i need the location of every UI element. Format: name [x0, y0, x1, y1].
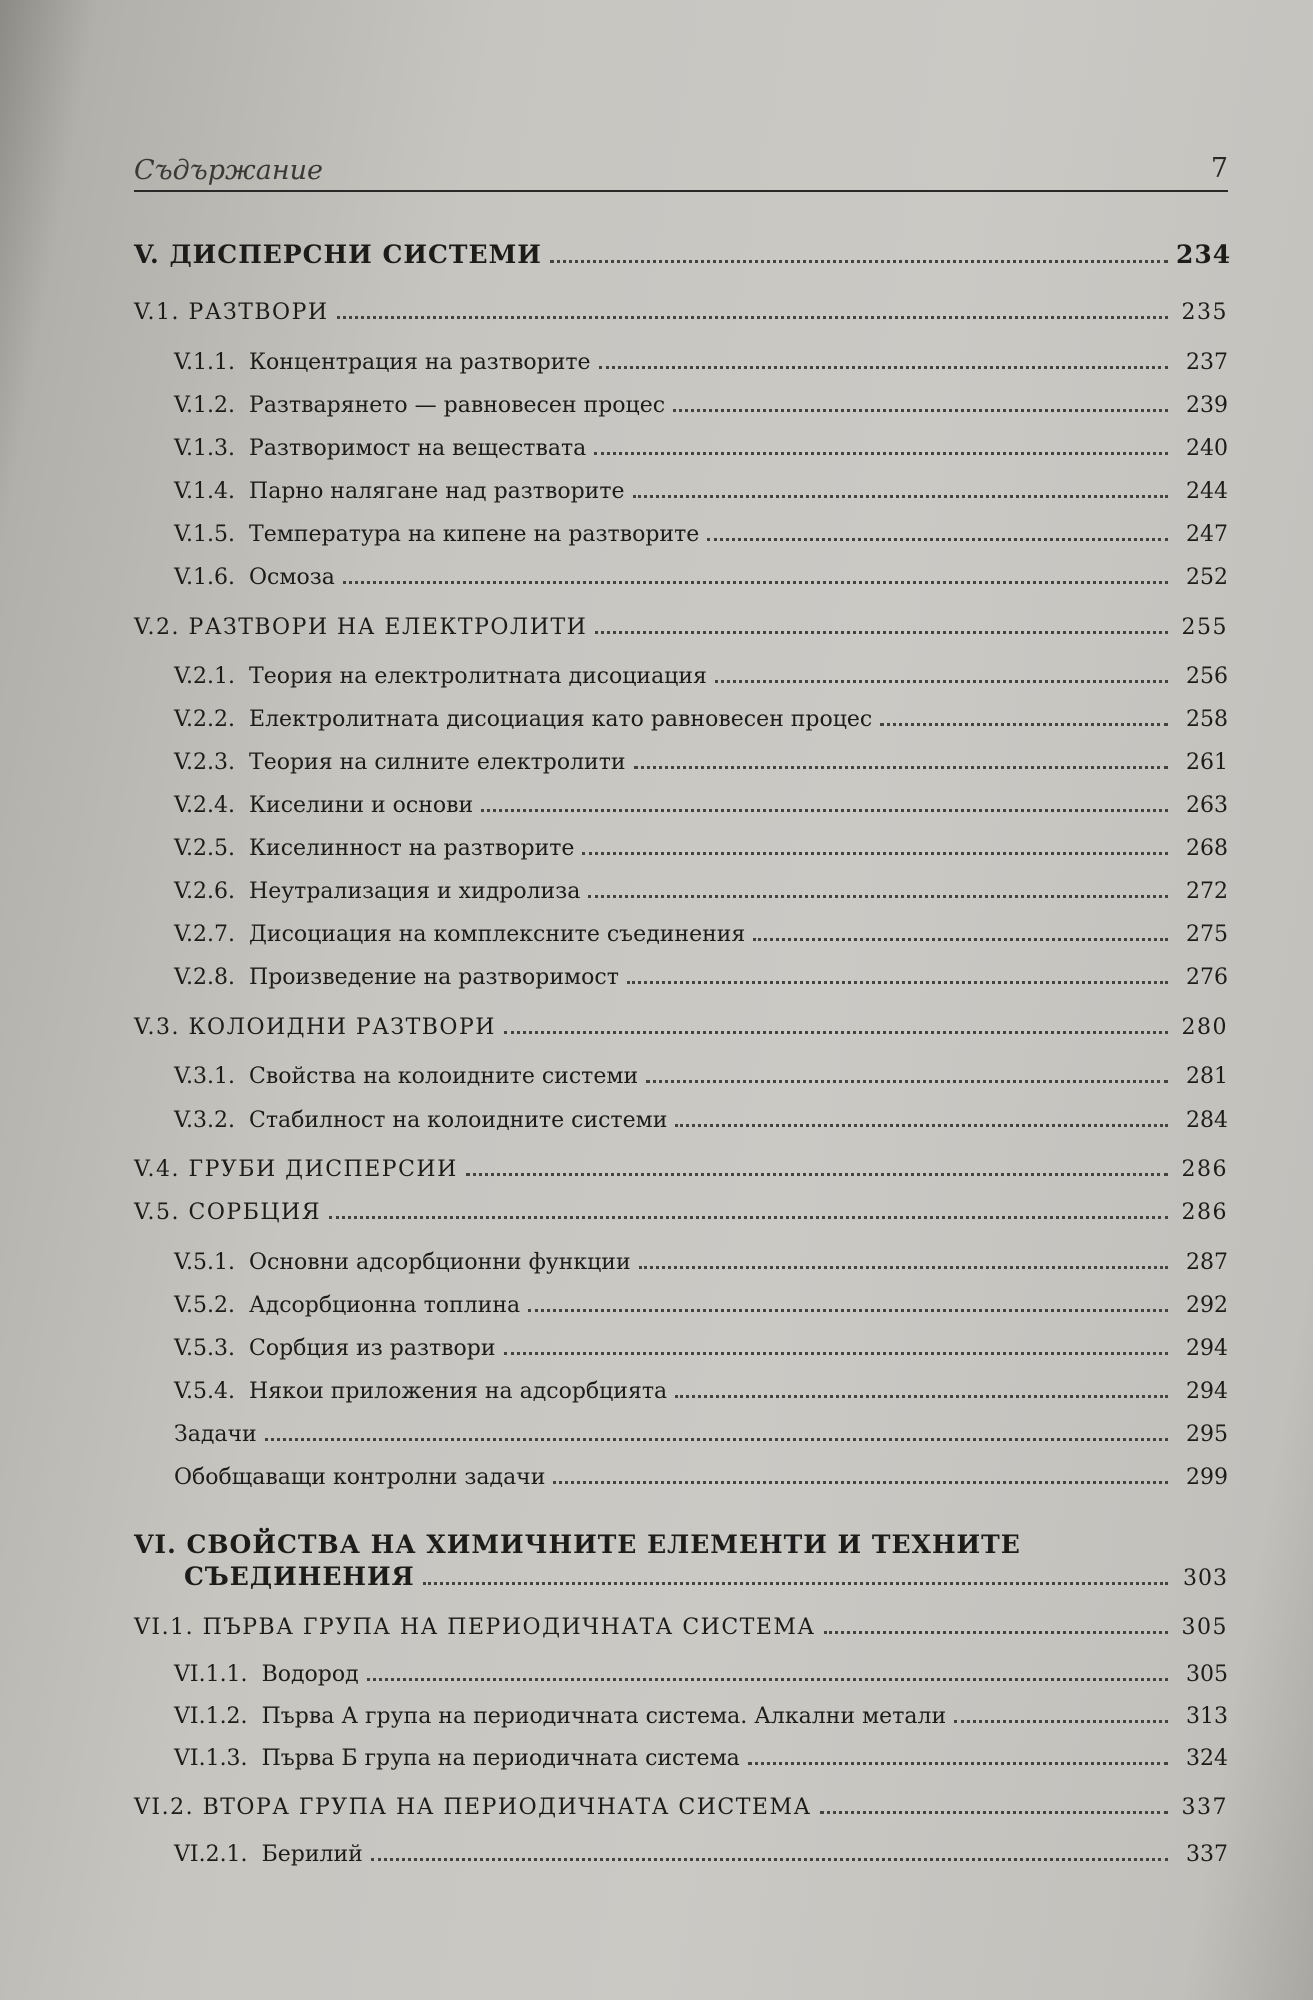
toc-num: VI.1. [134, 1615, 195, 1640]
toc-entry-v27 [174, 922, 1228, 947]
dot-leader [588, 895, 1168, 898]
dot-leader [880, 723, 1168, 726]
toc-title: Обобщаващи контролни задачи [174, 1465, 546, 1490]
toc-title: Адсорбционна топлина [249, 1293, 521, 1318]
toc-title-line1 [134, 1530, 1021, 1559]
dot-leader [633, 495, 1168, 498]
toc-page: 244 [1186, 479, 1228, 504]
dot-leader [707, 538, 1168, 541]
toc-page: 313 [1186, 1704, 1228, 1729]
toc-num: VI. [134, 1530, 177, 1559]
toc-num: VI.1.2. [174, 1704, 248, 1729]
dot-leader [824, 1631, 1168, 1634]
toc-entry-vi2 [134, 1795, 1228, 1820]
running-title: Съдържание [134, 155, 323, 186]
toc-title: Парно налягане над разтворите [249, 479, 625, 504]
dot-leader [954, 1720, 1168, 1723]
toc-entry-v22 [174, 707, 1228, 732]
toc-title: ВТОРА ГРУПА НА ПЕРИОДИЧНАТА СИСТЕМА [202, 1795, 812, 1820]
toc-num: V.3.1. [174, 1064, 236, 1089]
toc-title: КОЛОИДНИ РАЗТВОРИ [188, 1015, 496, 1040]
toc-entry-v25 [174, 836, 1228, 861]
dot-leader [634, 766, 1168, 769]
toc-page: 286 [1181, 1200, 1228, 1225]
toc-num: V.2. [134, 615, 181, 640]
toc-entry-v1 [134, 300, 1228, 325]
toc-entry-v13 [174, 436, 1228, 461]
toc-title: РАЗТВОРИ НА ЕЛЕКТРОЛИТИ [188, 615, 588, 640]
toc-title: РАЗТВОРИ [188, 300, 329, 325]
toc-title: Теория на силните електролити [249, 750, 626, 775]
toc-title: Първа А група на периодичната система. Алкални метали [261, 1704, 947, 1729]
dot-leader [595, 631, 1168, 634]
toc-page: 295 [1186, 1422, 1228, 1447]
toc-title: ДИСПЕРСНИ СИСТЕМИ [169, 240, 542, 269]
dot-leader [553, 1481, 1168, 1484]
toc-title: Основни адсорбционни функции [249, 1250, 631, 1275]
dot-leader [675, 1124, 1168, 1127]
toc-entry-vi21 [174, 1842, 1228, 1867]
toc-title: Осмоза [249, 565, 335, 590]
toc-num: V.1.1. [174, 350, 236, 375]
toc-page: 305 [1186, 1662, 1228, 1687]
toc-entry-vi11 [174, 1662, 1228, 1687]
toc-page: 240 [1186, 436, 1228, 461]
toc-page: 275 [1186, 922, 1228, 947]
dot-leader [504, 1352, 1168, 1355]
toc-num: V.2.1. [174, 664, 236, 689]
toc-title: Произведение на разтворимост [249, 965, 619, 990]
toc-title: Разтворимост на веществата [249, 436, 587, 461]
toc-num: V.2.3. [174, 750, 236, 775]
toc-page: 281 [1186, 1064, 1228, 1089]
toc-num: V. [134, 240, 160, 269]
toc-entry-v12 [174, 393, 1228, 418]
toc-num: V.2.7. [174, 922, 236, 947]
dot-leader [673, 409, 1168, 412]
toc-page: 234 [1176, 240, 1232, 269]
toc-page: 286 [1181, 1157, 1228, 1182]
toc-entry-v4 [134, 1157, 1228, 1182]
toc-page: 276 [1186, 965, 1228, 990]
toc-page: 305 [1181, 1615, 1228, 1640]
toc-title: Киселини и основи [249, 793, 474, 818]
dot-leader [582, 852, 1168, 855]
page-number: 7 [1210, 153, 1228, 184]
toc-page: 303 [1183, 1566, 1228, 1591]
toc-entry-summary-problems [174, 1465, 1228, 1490]
toc-page: 237 [1186, 350, 1228, 375]
dot-leader [481, 809, 1168, 812]
dot-leader [337, 316, 1168, 319]
toc-page: 235 [1181, 300, 1228, 325]
dot-leader [748, 1762, 1168, 1765]
toc-entry-vi1 [134, 1615, 1228, 1640]
dot-leader [639, 1266, 1168, 1269]
toc-num: V.5.2. [174, 1293, 236, 1318]
dot-leader [550, 260, 1168, 263]
toc-entry-v23 [174, 750, 1228, 775]
toc-num: V.2.4. [174, 793, 236, 818]
toc-title: Киселинност на разтворите [249, 836, 575, 861]
dot-leader [599, 366, 1168, 369]
toc-num: V.3.2. [174, 1108, 236, 1133]
toc-page: 239 [1186, 393, 1228, 418]
toc-num: V.2.6. [174, 879, 236, 904]
toc-title: Сорбция из разтвори [249, 1336, 496, 1361]
toc-page: 247 [1186, 522, 1228, 547]
toc-entry-v31 [174, 1064, 1228, 1089]
toc-title: Първа Б група на периодичната система [261, 1746, 740, 1771]
dot-leader [466, 1173, 1168, 1176]
toc-entry-v32 [174, 1108, 1228, 1133]
toc-title: Задачи [174, 1422, 257, 1447]
toc-page: 280 [1181, 1015, 1228, 1040]
toc-num: V.1.2. [174, 393, 236, 418]
dot-leader [675, 1395, 1168, 1398]
toc-num: V.2.2. [174, 707, 236, 732]
dot-leader [646, 1080, 1168, 1083]
toc-page: 268 [1186, 836, 1228, 861]
toc-num: V.5.4. [174, 1379, 236, 1404]
toc-page: 258 [1186, 707, 1228, 732]
toc-num: V.1.5. [174, 522, 236, 547]
dot-leader [329, 1216, 1168, 1219]
toc-title: ПЪРВА ГРУПА НА ПЕРИОДИЧНАТА СИСТЕМА [202, 1615, 816, 1640]
toc-entry-v11 [174, 350, 1228, 375]
toc-page: 272 [1186, 879, 1228, 904]
toc-num: V.1. [134, 300, 181, 325]
toc-entry-problems [174, 1422, 1228, 1447]
toc-entry-v15 [174, 522, 1228, 547]
dot-leader [504, 1031, 1168, 1034]
toc-page: 284 [1186, 1108, 1228, 1133]
dot-leader [265, 1438, 1168, 1441]
toc-num: V.1.4. [174, 479, 236, 504]
toc-page: 299 [1186, 1465, 1228, 1490]
toc-page: 252 [1186, 565, 1228, 590]
toc-entry-v3 [134, 1015, 1228, 1040]
toc-title-line2 [184, 1562, 1228, 1591]
toc-title: Температура на кипене на разтворите [249, 522, 700, 547]
toc-page: 255 [1181, 615, 1228, 640]
toc-title: Някои приложения на адсорбцията [249, 1379, 668, 1404]
toc-title: Дисоциация на комплексните съединения [249, 922, 746, 947]
toc-title: Свойства на колоидните системи [249, 1064, 639, 1089]
toc-title: ГРУБИ ДИСПЕРСИИ [188, 1157, 458, 1182]
toc-num: V.1.6. [174, 565, 236, 590]
toc-title: Разтварянето — равновесен процес [249, 393, 666, 418]
dot-leader [371, 1858, 1168, 1861]
toc-page: 337 [1181, 1795, 1228, 1820]
toc-entry-v [134, 240, 1232, 269]
dot-leader [423, 1582, 1168, 1585]
dot-leader [715, 680, 1168, 683]
toc-page: 337 [1186, 1842, 1228, 1867]
toc-title: СВОЙСТВА НА ХИМИЧНИТЕ ЕЛЕМЕНТИ И ТЕХНИТЕ [186, 1530, 1021, 1559]
toc-page: 294 [1186, 1379, 1228, 1404]
toc-num: VI.1.3. [174, 1746, 248, 1771]
toc-title: Теория на електролитната дисоциация [249, 664, 707, 689]
dot-leader [627, 981, 1168, 984]
toc-page: 263 [1186, 793, 1228, 818]
toc-entry-v14 [174, 479, 1228, 504]
toc-entry-v16 [174, 565, 1228, 590]
toc-entry-v51 [174, 1250, 1228, 1275]
toc-title: Берилий [261, 1842, 363, 1867]
dot-leader [820, 1811, 1168, 1814]
toc-entry-v2 [134, 615, 1228, 640]
toc-num: V.5.1. [174, 1250, 236, 1275]
dot-leader [594, 452, 1168, 455]
toc-num: V.3. [134, 1015, 181, 1040]
toc-num: V.2.8. [174, 965, 236, 990]
toc-page: 261 [1186, 750, 1228, 775]
dot-leader [528, 1309, 1168, 1312]
toc-title: Водород [261, 1662, 359, 1687]
toc-num: V.4. [134, 1157, 181, 1182]
toc-num: VI.2. [134, 1795, 195, 1820]
toc-num: VI.2.1. [174, 1842, 248, 1867]
toc-page: 256 [1186, 664, 1228, 689]
toc-title: Електролитната дисоциация като равновесен процес [249, 707, 873, 732]
toc-num: V.5. [134, 1200, 181, 1225]
toc-title: СЪЕДИНЕНИЯ [184, 1562, 415, 1591]
toc-title: Концентрация на разтворите [249, 350, 591, 375]
toc-entry-v53 [174, 1336, 1228, 1361]
toc-page: 324 [1186, 1746, 1228, 1771]
dot-leader [343, 581, 1168, 584]
toc-page: 292 [1186, 1293, 1228, 1318]
toc-entry-vi12 [174, 1704, 1228, 1729]
toc-title: СОРБЦИЯ [188, 1200, 322, 1225]
toc-entry-v21 [174, 664, 1228, 689]
toc-title: Неутрализация и хидролиза [249, 879, 581, 904]
toc-num: V.1.3. [174, 436, 236, 461]
toc-entry-v26 [174, 879, 1228, 904]
toc-title: Стабилност на колоидните системи [249, 1108, 668, 1133]
dot-leader [753, 938, 1168, 941]
toc-page: 287 [1186, 1250, 1228, 1275]
toc-entry-v24 [174, 793, 1228, 818]
toc-entry-v5 [134, 1200, 1228, 1225]
toc-num: V.2.5. [174, 836, 236, 861]
dot-leader [367, 1678, 1168, 1681]
toc-page: 294 [1186, 1336, 1228, 1361]
toc-entry-v54 [174, 1379, 1228, 1404]
toc-entry-v52 [174, 1293, 1228, 1318]
toc-entry-vi13 [174, 1746, 1228, 1771]
toc-num: VI.1.1. [174, 1662, 248, 1687]
toc-num: V.5.3. [174, 1336, 236, 1361]
toc-entry-v28 [174, 965, 1228, 990]
